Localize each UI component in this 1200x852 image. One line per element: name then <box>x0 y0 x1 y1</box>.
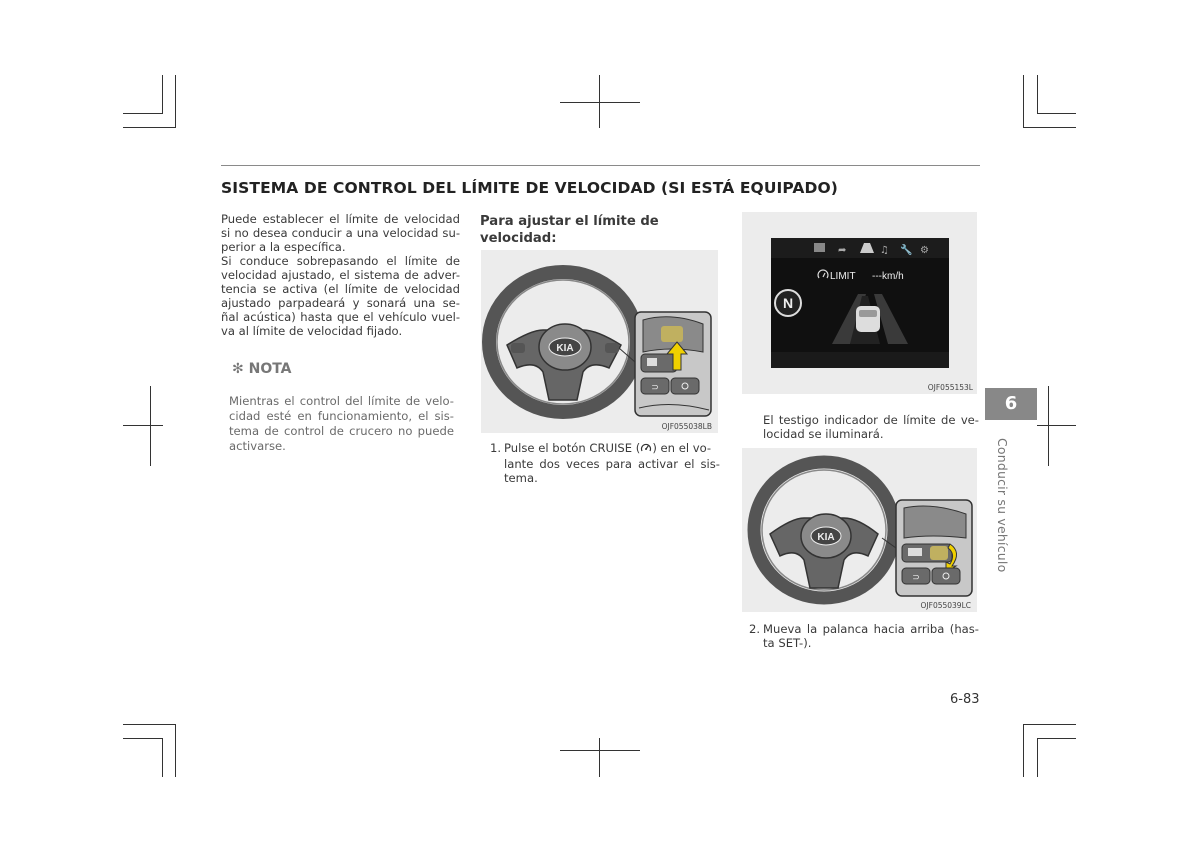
intro-line: tencia se activa (el límite de velocidad <box>221 282 460 296</box>
figure-steering-wheel-cruise <box>481 250 718 433</box>
step-line: tema. <box>504 471 538 485</box>
intro-paragraph <box>221 212 460 338</box>
steering-wheel-illustration <box>481 250 718 433</box>
indicator-line: El testigo indicador de límite de ve- <box>763 413 979 427</box>
steering-wheel-lever-illustration <box>742 448 977 612</box>
figure-code: OJF055038LB <box>661 422 712 431</box>
note-text <box>229 394 454 454</box>
indicator-line: locidad se iluminará. <box>763 427 884 441</box>
note-line: Mientras el control del límite de velo- <box>229 394 454 408</box>
intro-line: perior a la específica. <box>221 240 346 254</box>
intro-line: va al límite de velocidad fijado. <box>221 324 403 338</box>
gear-indicator: N <box>782 295 794 311</box>
step-line: Pulse el botón CRUISE ( <box>504 441 641 455</box>
header-rule <box>221 165 980 166</box>
note-line: cidad esté en funcionamiento, el sis- <box>229 409 454 423</box>
note-line: activarse. <box>229 439 286 453</box>
svg-text:🔧: 🔧 <box>900 245 913 256</box>
step-line: lante dos veces para activar el sis- <box>504 457 720 471</box>
cluster-speed-value: ---km/h <box>872 271 904 282</box>
page-number: 6-83 <box>950 692 980 707</box>
cluster-limit-label: LIMIT <box>830 271 856 282</box>
figure-steering-wheel-set <box>742 448 977 612</box>
svg-text:➦: ➦ <box>838 245 847 256</box>
svg-text:⊃: ⊃ <box>912 573 920 583</box>
figure-code: OJF055153L <box>927 383 973 392</box>
cluster-display-illustration <box>742 212 977 394</box>
chapter-label: Conducir su vehículo <box>995 438 1010 573</box>
intro-line: ajustado parpadeará y sonará una se- <box>221 296 460 310</box>
svg-text:♫: ♫ <box>880 245 889 256</box>
step-line: Mueva la palanca hacia arriba (has- <box>763 622 979 636</box>
kia-logo: KIA <box>556 343 574 354</box>
figure-code: OJF055039LC <box>920 601 971 610</box>
step-number: 2. <box>749 622 761 636</box>
kia-logo: KIA <box>817 532 835 543</box>
intro-line: ñal acústica) hasta que el vehículo vuel- <box>221 310 460 324</box>
indicator-paragraph <box>763 413 979 441</box>
figure-instrument-cluster <box>742 212 977 394</box>
step-line: ta SET-). <box>763 636 812 650</box>
note-line: tema de control de crucero no puede <box>229 424 454 438</box>
subheading: Para ajustar el límite de velocidad: <box>480 214 659 246</box>
note-heading: ✻ NOTA <box>232 361 292 377</box>
intro-line: Si conduce sobrepasando el límite de <box>221 254 460 268</box>
cruise-icon <box>640 442 652 457</box>
step-2 <box>749 622 979 650</box>
intro-line: velocidad ajustado, el sistema de adver- <box>221 268 460 282</box>
section-title: SISTEMA DE CONTROL DEL LÍMITE DE VELOCIDAD (SI ESTÁ EQUIPADO) <box>221 179 838 197</box>
step-1 <box>490 441 720 485</box>
intro-line: si no desea conducir a una velocidad su- <box>221 226 460 240</box>
svg-text:⚙: ⚙ <box>920 245 929 256</box>
step-number: 1. <box>490 441 502 455</box>
svg-text:⊃: ⊃ <box>651 383 659 393</box>
chapter-tab: 6 <box>985 388 1037 420</box>
step-line: ) en el vo- <box>652 441 712 455</box>
intro-line: Puede establecer el límite de velocidad <box>221 212 460 226</box>
